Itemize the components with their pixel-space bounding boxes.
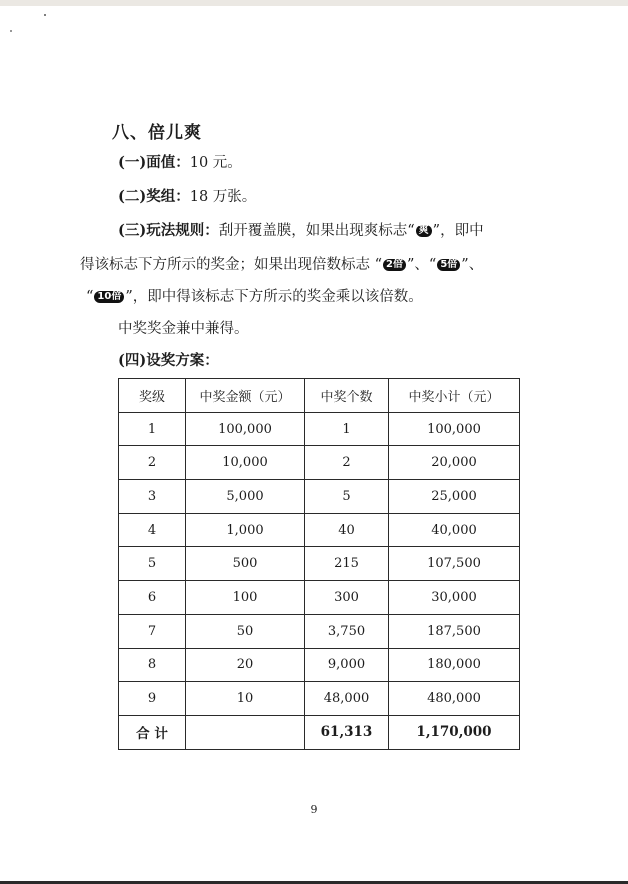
cell-subtotal: 20,000 — [389, 446, 520, 480]
cell-subtotal: 180,000 — [389, 648, 520, 682]
cell-subtotal: 25,000 — [389, 480, 520, 514]
section-title: 八、倍儿爽 — [112, 123, 202, 143]
ten-times-badge-icon: 10倍 — [94, 291, 124, 303]
face-value-text: 10 元。 — [189, 155, 242, 171]
table-row — [119, 581, 520, 615]
rules-text: ”、 — [461, 257, 484, 273]
table-row — [119, 614, 520, 648]
table-total-row — [119, 715, 520, 749]
cell-amount: 1,000 — [186, 513, 305, 547]
face-value-label: (一)面值： — [118, 154, 190, 171]
table-row — [119, 547, 520, 581]
cell-subtotal: 480,000 — [389, 682, 520, 716]
header-prize-amount: 中奖金额（元） — [186, 379, 305, 413]
cell-level: 4 — [119, 513, 186, 547]
cell-level: 2 — [119, 446, 186, 480]
cell-level: 7 — [119, 614, 186, 648]
cell-count: 2 — [305, 446, 389, 480]
table-row — [119, 648, 520, 682]
cell-amount: 10 — [186, 682, 305, 716]
cell-subtotal: 107,500 — [389, 547, 520, 581]
rules-line-2 — [80, 254, 483, 276]
table-row — [119, 412, 520, 446]
cell-amount: 20 — [186, 648, 305, 682]
prize-table — [118, 378, 520, 750]
rules-text: “ — [86, 289, 94, 305]
rules-text: 刮开覆盖膜，如果出现爽标志“ — [218, 223, 415, 239]
rules-line-3 — [86, 286, 423, 308]
rules-text: 得该标志下方所示的奖金；如果出现倍数标志 “ — [80, 257, 383, 273]
cell-count: 48,000 — [305, 682, 389, 716]
shuang-badge-icon: 爽 — [416, 225, 432, 237]
rules-label: (三)玩法规则： — [118, 222, 219, 239]
cell-level: 8 — [119, 648, 186, 682]
rules-text: ”，即中 — [432, 223, 484, 239]
five-times-badge-icon: 5倍 — [437, 259, 460, 271]
cell-subtotal: 30,000 — [389, 581, 520, 615]
cell-count: 9,000 — [305, 648, 389, 682]
cell-count: 300 — [305, 581, 389, 615]
cell-amount: 500 — [186, 547, 305, 581]
header-prize-count: 中奖个数 — [305, 379, 389, 413]
total-subtotal: 1,170,000 — [389, 715, 520, 749]
table-row — [119, 480, 520, 514]
prize-pool-label: (二)奖组： — [118, 188, 190, 205]
cell-count: 3,750 — [305, 614, 389, 648]
total-amount-empty — [186, 715, 305, 749]
cell-amount: 5,000 — [186, 480, 305, 514]
cell-amount: 100,000 — [186, 412, 305, 446]
rules-text: ”，即中得该标志下方所示的奖金乘以该倍数。 — [125, 289, 423, 305]
scan-speck — [44, 14, 46, 16]
cell-amount: 100 — [186, 581, 305, 615]
table-row — [119, 513, 520, 547]
cell-count: 40 — [305, 513, 389, 547]
cell-count: 5 — [305, 480, 389, 514]
table-row — [119, 682, 520, 716]
cell-count: 1 — [305, 412, 389, 446]
table-header-row — [119, 379, 520, 413]
cell-level: 6 — [119, 581, 186, 615]
cell-level: 1 — [119, 412, 186, 446]
total-label: 合 计 — [119, 715, 186, 749]
cell-level: 9 — [119, 682, 186, 716]
header-prize-level: 奖级 — [119, 379, 186, 413]
cell-amount: 10,000 — [186, 446, 305, 480]
page-number: 9 — [310, 803, 318, 816]
rules-text: ”、“ — [407, 257, 437, 273]
header-prize-subtotal: 中奖小计（元） — [389, 379, 520, 413]
scan-top-edge — [0, 0, 628, 6]
scheme-label-text: (四)设奖方案： — [118, 352, 219, 369]
cell-count: 215 — [305, 547, 389, 581]
cell-subtotal: 187,500 — [389, 614, 520, 648]
table-row — [119, 446, 520, 480]
cell-level: 5 — [119, 547, 186, 581]
cell-subtotal: 100,000 — [389, 412, 520, 446]
total-count: 61,313 — [305, 715, 389, 749]
scheme-label — [118, 350, 219, 372]
combo-note: 中奖奖金兼中兼得。 — [118, 321, 249, 337]
double-badge-icon: 2倍 — [383, 259, 406, 271]
scan-speck — [10, 30, 12, 32]
rules-line-1 — [118, 220, 484, 242]
cell-amount: 50 — [186, 614, 305, 648]
prize-pool-text: 18 万张。 — [189, 189, 257, 205]
cell-subtotal: 40,000 — [389, 513, 520, 547]
face-value-line — [118, 152, 242, 174]
cell-level: 3 — [119, 480, 186, 514]
prize-pool-line — [118, 186, 256, 208]
